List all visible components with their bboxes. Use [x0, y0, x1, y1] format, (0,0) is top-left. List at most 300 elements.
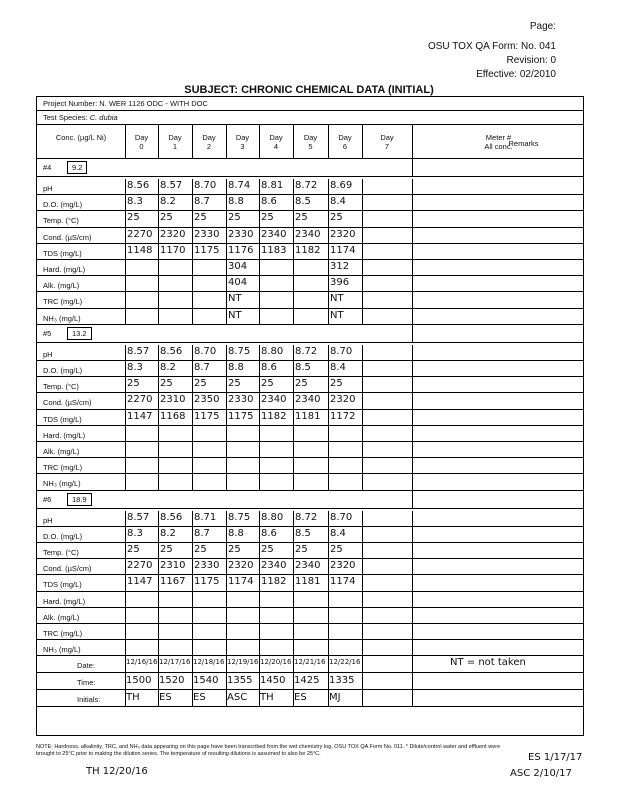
column-divider [259, 608, 260, 623]
column-divider [192, 511, 193, 526]
value-cell: 1175 [194, 410, 220, 422]
footer-row-date [37, 656, 583, 673]
column-divider [412, 361, 413, 376]
column-divider [328, 426, 329, 441]
value-cell: 25 [295, 212, 308, 224]
column-divider [125, 260, 126, 275]
column-divider [412, 309, 413, 324]
footnote: NOTE: Hardness, alkalinity, TRC, and NH₃ data appearing on this page have been transcribed from the wet chemistry log, OSU TOX QA Form No. 011. * Dilute/control water and effluent were brought to 25°C prior to making the dilution series. The temperature of resulting dilutions is assumed to also be 25°C. [36, 744, 501, 757]
column-divider [362, 179, 363, 194]
data-sheet [36, 96, 584, 736]
value-cell: 8.7 [194, 527, 210, 539]
value-cell: 2340 [261, 560, 287, 572]
column-divider [226, 377, 227, 392]
value-cell: 1175 [194, 576, 220, 588]
column-divider [412, 624, 413, 639]
footer-cell: 12/22/16 [329, 658, 361, 667]
param-label: D.O. (mg/L) [43, 366, 83, 375]
value-cell: 404 [228, 277, 248, 289]
column-divider [226, 559, 227, 574]
column-divider [158, 474, 159, 489]
column-divider [293, 260, 294, 275]
footer-cell: 12/20/16 [260, 658, 292, 667]
column-divider [158, 260, 159, 275]
column-divider [192, 361, 193, 376]
value-cell: 1174 [330, 244, 356, 256]
column-divider [125, 575, 126, 590]
column-divider [412, 179, 413, 194]
value-cell: 1181 [295, 410, 321, 422]
column-divider [158, 640, 159, 655]
column-divider [125, 393, 126, 408]
value-cell: 8.5 [295, 362, 311, 373]
value-cell: 25 [295, 378, 308, 390]
column-divider [293, 361, 294, 376]
param-label: TDS (mg/L) [43, 248, 82, 258]
column-divider [192, 442, 193, 457]
column-divider [293, 511, 294, 526]
column-divider [412, 575, 413, 590]
column-divider [192, 125, 193, 158]
column-divider [293, 276, 294, 291]
column-divider [328, 474, 329, 489]
column-divider [226, 592, 227, 607]
column-divider [158, 608, 159, 623]
column-divider [259, 474, 260, 489]
value-cell: 25 [127, 212, 140, 224]
column-divider [259, 511, 260, 526]
column-divider [192, 624, 193, 639]
value-cell: 8.71 [194, 511, 217, 523]
column-divider [293, 543, 294, 558]
value-cell: 8.56 [160, 511, 183, 523]
column-divider [226, 511, 227, 526]
column-divider [259, 543, 260, 558]
value-cell: NT [330, 293, 344, 305]
column-header-row [37, 125, 583, 159]
param-row [37, 575, 583, 591]
column-divider [412, 377, 413, 392]
effective-date: Effective: 02/2010 [476, 69, 556, 80]
column-divider [125, 592, 126, 607]
param-label: pH [43, 349, 53, 359]
param-row [37, 276, 583, 292]
column-divider [293, 211, 294, 226]
column-divider [226, 195, 227, 210]
column-divider [226, 527, 227, 542]
column-divider [362, 543, 363, 558]
param-row [37, 309, 583, 325]
value-cell: 1175 [228, 410, 254, 422]
column-divider [192, 276, 193, 291]
column-divider [125, 195, 126, 210]
column-divider [362, 228, 363, 243]
value-cell: 25 [261, 544, 274, 555]
column-divider [125, 511, 126, 526]
footer-cell: ES [193, 692, 206, 704]
column-divider [259, 195, 260, 210]
column-divider [328, 527, 329, 542]
param-row [37, 195, 583, 211]
param-label: NH₃ (mg/L) [43, 645, 81, 655]
column-divider [328, 608, 329, 623]
value-cell: 8.57 [127, 345, 150, 357]
column-divider [412, 211, 413, 226]
column-divider [362, 410, 363, 425]
column-divider [412, 442, 413, 457]
value-cell: 1148 [127, 244, 153, 256]
value-cell: 8.6 [261, 527, 277, 539]
day-2-header: Day 2 [202, 133, 216, 151]
value-cell: 2310 [160, 560, 186, 572]
column-divider [259, 575, 260, 590]
footer-cell: 1500 [126, 675, 152, 687]
column-divider [125, 179, 126, 194]
column-divider [192, 474, 193, 489]
column-divider [125, 474, 126, 489]
column-divider [125, 527, 126, 542]
column-divider [259, 410, 260, 425]
column-divider [158, 511, 159, 526]
column-divider [412, 410, 413, 425]
value-cell: 25 [261, 212, 274, 224]
column-divider [158, 276, 159, 291]
column-divider [328, 559, 329, 574]
column-divider [259, 179, 260, 194]
column-divider [293, 410, 294, 425]
value-cell: 8.57 [127, 511, 150, 523]
column-divider [125, 228, 126, 243]
footer-cell: ES [294, 692, 307, 704]
column-divider [362, 640, 363, 655]
column-divider [192, 575, 193, 590]
column-divider [362, 656, 363, 672]
value-cell: 1170 [160, 244, 186, 256]
column-divider [158, 309, 159, 324]
column-divider [192, 393, 193, 408]
value-cell: 8.72 [295, 345, 318, 357]
value-cell: 25 [194, 544, 207, 555]
column-divider [125, 292, 126, 307]
column-divider [158, 393, 159, 408]
param-row [37, 292, 583, 308]
column-divider [362, 260, 363, 275]
column-divider [293, 244, 294, 259]
value-cell: 8.2 [160, 527, 176, 539]
value-cell: 8.5 [295, 196, 311, 208]
subject-title: SUBJECT: CHRONIC CHEMICAL DATA (INITIAL) [184, 84, 434, 96]
footer-label: Date: [77, 661, 95, 671]
value-cell: 25 [127, 378, 140, 390]
value-cell: 2270 [127, 560, 153, 572]
param-label: Alk. (mg/L) [43, 612, 80, 622]
value-cell: 8.8 [228, 527, 244, 539]
value-cell: 8.75 [228, 345, 251, 357]
value-cell: 25 [228, 212, 241, 224]
column-divider [192, 309, 193, 324]
column-divider [328, 195, 329, 210]
footer-cell: 1335 [329, 675, 355, 687]
param-label: Temp. (°C) [43, 548, 79, 557]
value-cell: 8.8 [228, 196, 244, 208]
param-label: Temp. (°C) [43, 382, 79, 392]
value-cell: 2330 [228, 394, 254, 406]
column-divider [328, 125, 329, 158]
param-row [37, 608, 583, 624]
value-cell: 25 [160, 544, 173, 555]
param-row [37, 624, 583, 640]
param-label: NH₃ (mg/L) [43, 479, 81, 489]
column-divider [328, 592, 329, 607]
species-row [37, 111, 583, 125]
value-cell: 1183 [261, 244, 287, 256]
value-cell: 8.2 [160, 362, 176, 373]
value-cell: 25 [194, 378, 207, 390]
param-label: D.O. (mg/L) [43, 200, 83, 210]
column-divider [362, 276, 363, 291]
column-divider [192, 527, 193, 542]
param-label: TRC (mg/L) [43, 297, 83, 307]
column-divider [362, 292, 363, 307]
param-row [37, 244, 583, 260]
param-row [37, 458, 583, 474]
value-cell: 8.4 [330, 527, 346, 539]
column-divider [412, 592, 413, 607]
column-divider [362, 559, 363, 574]
column-divider [362, 125, 363, 158]
param-label: Alk. (mg/L) [43, 447, 80, 456]
page-label: Page: [529, 21, 556, 32]
column-divider [328, 211, 329, 226]
column-divider [328, 377, 329, 392]
column-divider [293, 527, 294, 542]
value-cell: 1175 [194, 244, 220, 256]
column-divider [226, 309, 227, 324]
column-divider [259, 361, 260, 376]
param-row [37, 228, 583, 244]
project-number: Project Number: N. WER 1126 ODC - WITH DOC [43, 99, 208, 108]
column-divider [226, 260, 227, 275]
group-concentration: 18.9 [67, 493, 92, 506]
column-divider [293, 426, 294, 441]
group-id: #6 [43, 494, 52, 504]
column-divider [362, 690, 363, 706]
column-divider [362, 474, 363, 489]
column-divider [192, 345, 193, 360]
param-row [37, 361, 583, 377]
column-divider [125, 125, 126, 158]
column-divider [293, 195, 294, 210]
column-divider [412, 640, 413, 655]
day-4-header: Day 4 [269, 133, 283, 151]
column-divider [158, 624, 159, 639]
column-divider [125, 426, 126, 441]
value-cell: 25 [330, 212, 343, 224]
value-cell: 1174 [330, 576, 356, 588]
column-divider [226, 345, 227, 360]
value-cell: 2340 [295, 228, 321, 240]
value-cell: 2340 [261, 228, 287, 240]
footer-cell: 1450 [260, 675, 286, 687]
value-cell: 8.70 [330, 511, 353, 523]
column-divider [328, 511, 329, 526]
param-row [37, 260, 583, 276]
value-cell: 2340 [295, 560, 321, 572]
column-divider [259, 309, 260, 324]
column-divider [125, 361, 126, 376]
param-row [37, 211, 583, 227]
footer-cell: 1540 [193, 675, 219, 687]
column-divider [412, 393, 413, 408]
footer-row-initials [37, 690, 583, 707]
column-divider [362, 511, 363, 526]
value-cell: 8.72 [295, 511, 318, 523]
column-divider [192, 608, 193, 623]
value-cell: 8.6 [261, 196, 277, 208]
column-divider [259, 559, 260, 574]
footer-cell: 1425 [294, 675, 320, 687]
column-divider [125, 559, 126, 574]
column-divider [226, 292, 227, 307]
footer-cell: 12/16/16 [126, 658, 158, 667]
day-6-header: Day 6 [338, 133, 352, 151]
signature-th: TH 12/20/16 [86, 766, 148, 777]
column-divider [412, 511, 413, 526]
column-divider [226, 640, 227, 655]
value-cell: 8.75 [228, 511, 251, 523]
column-divider [192, 592, 193, 607]
value-cell: 2320 [228, 560, 254, 572]
group-id: #4 [43, 163, 52, 172]
value-cell: 8.70 [330, 345, 353, 357]
column-divider [412, 426, 413, 441]
param-row [37, 559, 583, 575]
column-divider [192, 179, 193, 194]
column-divider [412, 125, 413, 158]
column-divider [158, 179, 159, 194]
column-divider [226, 624, 227, 639]
column-divider [293, 179, 294, 194]
column-divider [293, 559, 294, 574]
value-cell: 1182 [295, 244, 321, 256]
value-cell: 25 [261, 378, 274, 390]
column-divider [362, 195, 363, 210]
value-cell: 2330 [194, 560, 220, 572]
group-header-row [37, 325, 583, 343]
column-divider [412, 474, 413, 489]
column-divider [362, 608, 363, 623]
column-divider [158, 592, 159, 607]
column-divider [362, 393, 363, 408]
column-divider [328, 410, 329, 425]
day-1-header: Day 1 [168, 133, 182, 151]
value-cell: NT [330, 309, 344, 321]
value-cell: 8.56 [127, 180, 150, 191]
column-divider [226, 608, 227, 623]
column-divider [125, 377, 126, 392]
group-concentration: 13.2 [67, 327, 92, 340]
param-row [37, 345, 583, 361]
column-divider [226, 442, 227, 457]
column-divider [362, 527, 363, 542]
form-number: OSU TOX QA Form: No. 041 [427, 41, 556, 52]
column-divider [259, 345, 260, 360]
value-cell: 25 [295, 544, 308, 555]
column-divider [192, 543, 193, 558]
column-divider [412, 345, 413, 360]
conc-header: Conc. (µg/L Ni) [55, 133, 107, 142]
footer-cell: 12/17/16 [159, 658, 191, 667]
column-divider [192, 377, 193, 392]
column-divider [259, 426, 260, 441]
column-divider [192, 640, 193, 655]
column-divider [412, 656, 413, 672]
column-divider [226, 474, 227, 489]
day-3-header: Day 3 [235, 133, 250, 151]
column-divider [362, 345, 363, 360]
form-header [428, 20, 556, 82]
column-divider [158, 426, 159, 441]
param-label: pH [43, 184, 53, 193]
column-divider [412, 608, 413, 623]
day-5-header: Day 5 [303, 133, 318, 151]
param-row [37, 640, 583, 656]
column-divider [293, 377, 294, 392]
column-divider [158, 527, 159, 542]
value-cell: 304 [228, 261, 248, 272]
column-divider [158, 292, 159, 307]
param-label: Hard. (mg/L) [43, 596, 86, 606]
column-divider [328, 309, 329, 324]
column-divider [226, 228, 227, 243]
column-divider [328, 345, 329, 360]
param-label: D.O. (mg/L) [43, 531, 83, 541]
column-divider [412, 458, 413, 473]
param-label: Hard. (mg/L) [43, 265, 86, 274]
value-cell: 2270 [127, 394, 153, 406]
value-cell: 1182 [261, 410, 287, 422]
param-label: TDS (mg/L) [43, 414, 82, 424]
value-cell: NT [228, 293, 242, 305]
value-cell: 8.7 [194, 362, 210, 373]
column-divider [259, 458, 260, 473]
footer-cell: ASC [227, 692, 248, 704]
column-divider [259, 228, 260, 243]
param-row [37, 442, 583, 458]
value-cell: 2310 [160, 394, 186, 406]
footer-cell: 1520 [159, 675, 185, 687]
value-cell: 2270 [127, 228, 153, 240]
column-divider [412, 244, 413, 259]
column-divider [412, 527, 413, 542]
group-header-row [37, 159, 583, 177]
column-divider [362, 592, 363, 607]
param-label: NH₃ (mg/L) [43, 313, 81, 323]
param-row [37, 410, 583, 426]
column-divider [125, 458, 126, 473]
column-divider [259, 292, 260, 307]
column-divider [412, 195, 413, 210]
species-value: C. dubia [89, 113, 118, 122]
value-cell: 8.57 [160, 180, 183, 191]
column-divider [158, 361, 159, 376]
column-divider [412, 228, 413, 243]
footer-row-time [37, 673, 583, 690]
value-cell: 25 [127, 544, 140, 555]
value-cell: 25 [160, 378, 173, 390]
column-divider [293, 345, 294, 360]
column-divider [192, 458, 193, 473]
